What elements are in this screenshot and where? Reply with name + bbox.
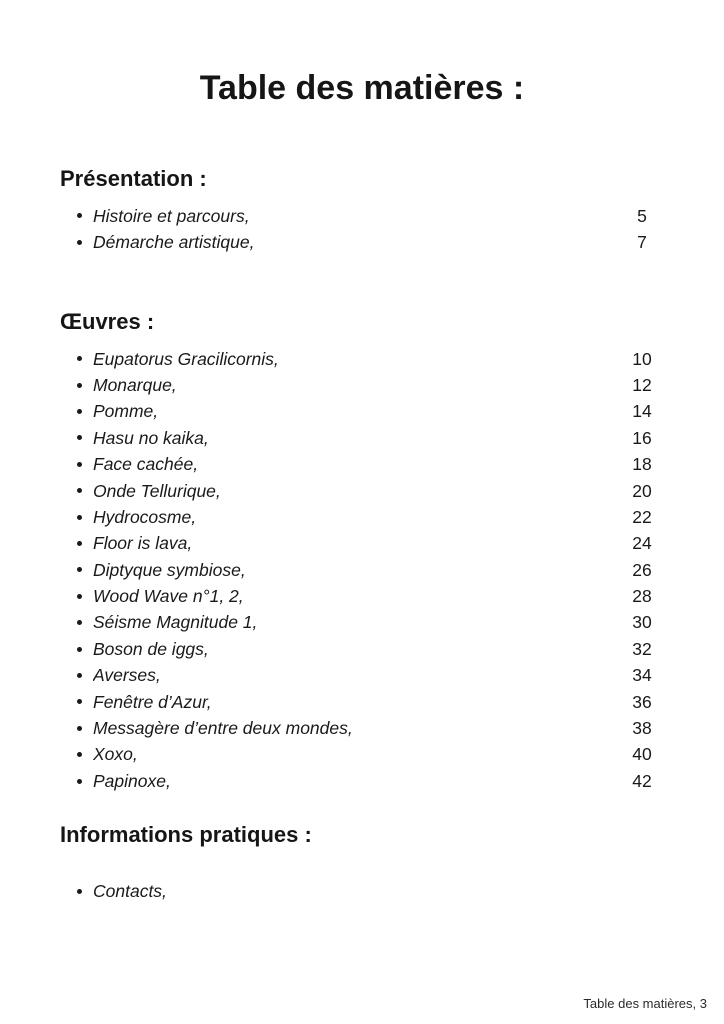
toc-row [60,504,664,530]
toc-row [60,203,664,229]
bullet-icon [77,673,82,678]
toc-row [60,425,664,451]
toc-item-label: Eupatorus Gracilicornis, [93,348,279,369]
toc-row [60,372,664,398]
toc-item-page: 10 [632,348,652,369]
toc-list-oeuvres [0,346,724,795]
toc-item-label: Pomme, [93,401,159,422]
toc-item-page: 22 [632,506,652,527]
toc-item-label: Face cachée, [93,454,199,475]
toc-list-presentation [0,203,724,256]
page-title: Table des matières : [199,69,525,107]
toc-row [60,557,664,583]
toc-item-page: 7 [637,232,647,253]
bullet-icon [77,752,82,757]
toc-item-label: Wood Wave n°1, 2, [93,586,244,607]
bullet-icon [77,435,82,440]
section-heading-informations-pratiques: Informations pratiques : [60,822,312,848]
toc-item-page: 12 [632,374,652,395]
toc-item-label: Diptyque symbiose, [93,559,246,580]
section-oeuvres [0,308,724,795]
toc-item-page: 36 [632,691,652,712]
toc-row [60,878,664,904]
bullet-icon [77,541,82,546]
toc-row [60,398,664,424]
toc-row [60,689,664,715]
bullet-icon [77,779,82,784]
toc-item-label: Averses, [93,665,161,686]
toc-item-page: 42 [632,770,652,791]
toc-item-page: 18 [632,454,652,475]
section-heading-oeuvres: Œuvres : [60,308,155,334]
toc-row [60,636,664,662]
toc-row [60,768,664,794]
toc-item-page: 30 [632,612,652,633]
toc-item-page: 34 [632,665,652,686]
toc-item-label: Démarche artistique, [93,232,255,253]
bullet-icon [77,594,82,599]
toc-item-page: 20 [632,480,652,501]
toc-item-page: 26 [632,559,652,580]
toc-item-label: Onde Tellurique, [93,480,221,501]
toc-item-label: Floor is lava, [93,533,193,554]
bullet-icon [77,647,82,652]
bullet-icon [77,462,82,467]
bullet-icon [77,240,82,245]
bullet-icon [77,383,82,388]
toc-item-page: 40 [632,744,652,765]
toc-item-page: 24 [632,533,652,554]
toc-item-label: Séisme Magnitude 1, [93,612,258,633]
toc-item-label: Papinoxe, [93,770,171,791]
section-informations-pratiques [0,821,724,904]
bullet-icon [77,620,82,625]
toc-item-page: 32 [632,638,652,659]
toc-row [60,662,664,688]
toc-item-label: Xoxo, [93,744,138,765]
toc-item-label: Monarque, [93,374,177,395]
section-presentation [0,165,724,256]
toc-item-label: Histoire et parcours, [93,205,250,226]
section-heading-presentation: Présentation : [60,165,207,191]
toc-item-page: 28 [632,586,652,607]
bullet-icon [77,567,82,572]
toc-item-label: Boson de iggs, [93,638,209,659]
toc-row [60,715,664,741]
toc-item-label: Messagère d’entre deux mondes, [93,718,353,739]
toc-item-label: Hydrocosme, [93,506,197,527]
toc-item-page: 5 [637,205,647,226]
toc-item-label: Hasu no kaika, [93,427,209,448]
toc-item-page: 38 [632,718,652,739]
bullet-icon [77,515,82,520]
bullet-icon [77,699,82,704]
bullet-icon [77,356,82,361]
toc-item-page: 16 [632,427,652,448]
bullet-icon [77,488,82,493]
toc-row [60,229,664,255]
bullet-icon [77,726,82,731]
toc-row [60,478,664,504]
bullet-icon [77,409,82,414]
bullet-icon [77,213,82,218]
bullet-icon [77,889,82,894]
toc-row [60,346,664,372]
toc-row [60,741,664,767]
toc-item-label: Contacts, [93,881,167,902]
toc-list-informations-pratiques [0,878,724,904]
toc-row [60,530,664,556]
toc-item-label: Fenêtre d’Azur, [93,691,212,712]
toc-row [60,451,664,477]
toc-row [60,583,664,609]
page-footer: Table des matières, 3 [583,996,707,1011]
toc-row [60,609,664,635]
toc-item-page: 14 [632,401,652,422]
